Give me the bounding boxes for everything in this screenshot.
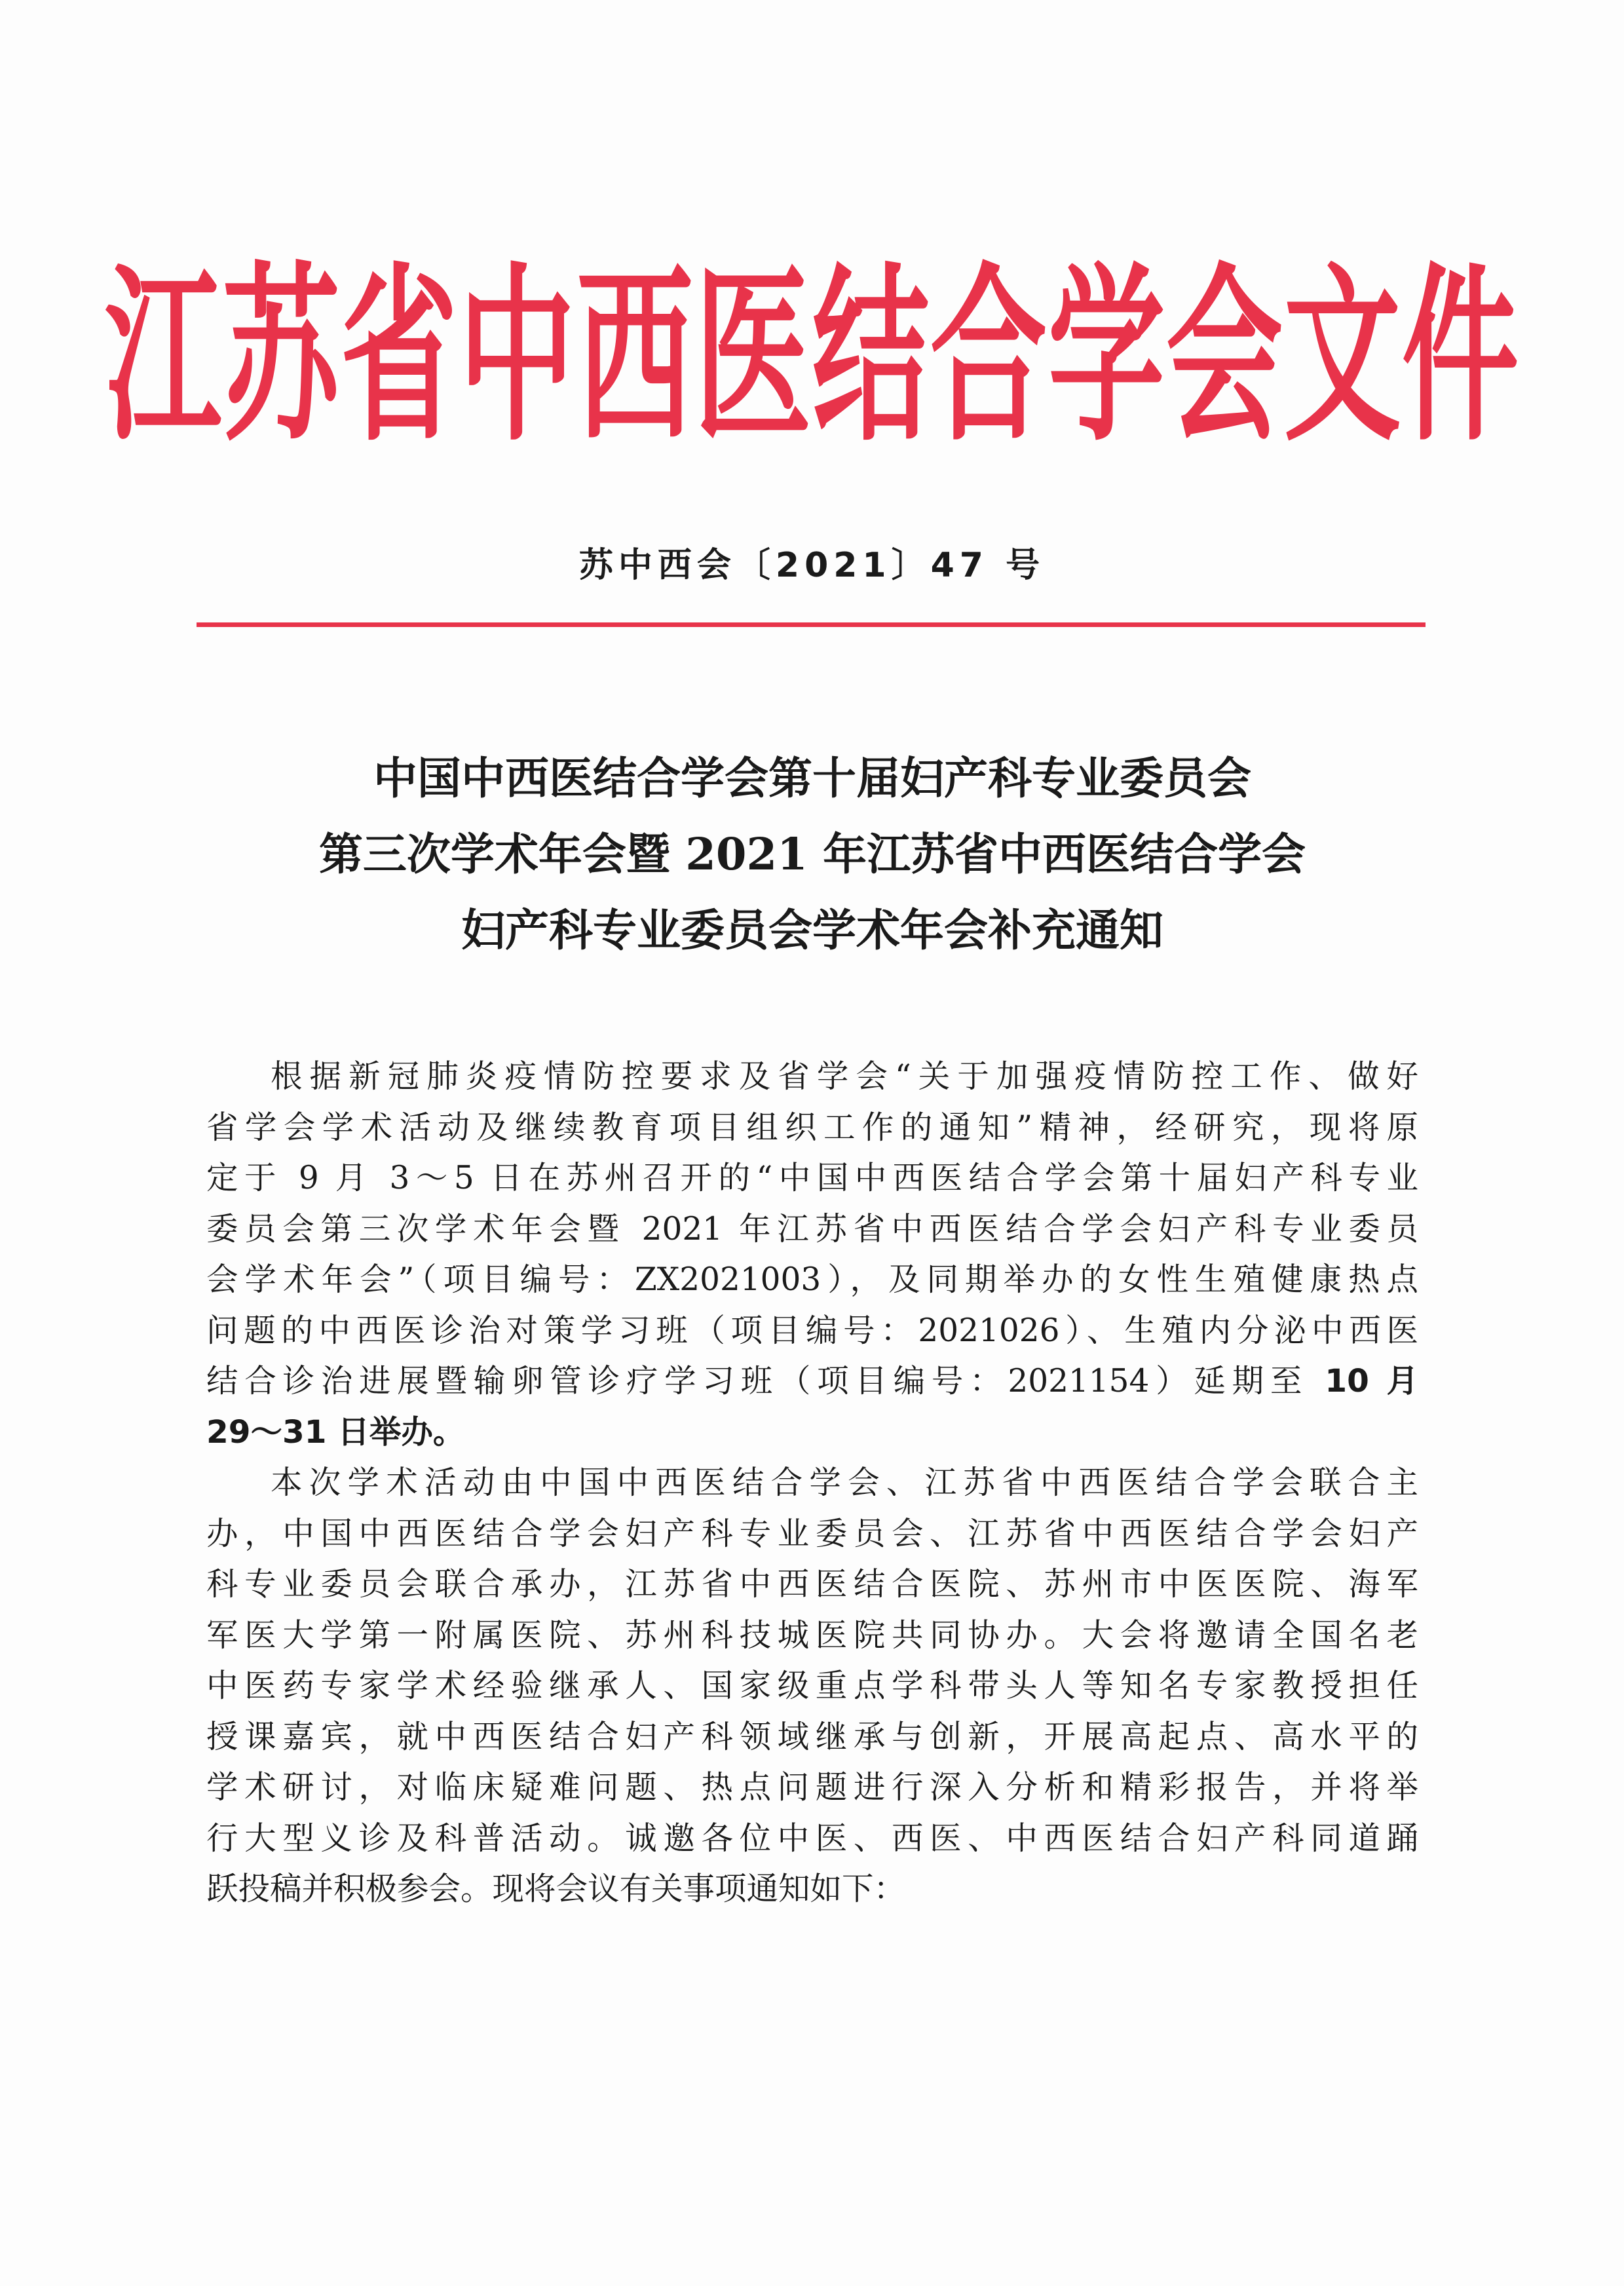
paragraph-2-line: 跃投稿并积极参会。现将会议有关事项通知如下： <box>206 1871 906 1907</box>
red-divider-line <box>197 622 1426 627</box>
postponed-date-start: 10 月 <box>1325 1363 1418 1400</box>
paragraph-2-line: 办，中国中西医结合学会妇产科专业委员会、江苏省中西医结合学会妇产 <box>206 1515 1418 1552</box>
notice-title <box>197 740 1428 968</box>
paragraph-1-line: 问题的中西医诊治对策学习班（项目编号：2021026）、生殖内分泌中西医 <box>206 1312 1418 1349</box>
notice-body <box>206 1052 1418 1915</box>
masthead-title: 江苏省中西医结合学会文件 <box>105 246 1520 467</box>
masthead <box>105 246 1520 467</box>
paragraph-1-line: 会学术年会”（项目编号：ZX2021003），及同期举办的女性生殖健康热点 <box>206 1261 1418 1298</box>
paragraph-1-line: 根据新冠肺炎疫情防控要求及省学会“关于加强疫情防控工作、做好 <box>271 1058 1418 1095</box>
paragraph-2-line: 授课嘉宾，就中西医结合妇产科领域继承与创新，开展高起点、高水平的 <box>206 1718 1418 1755</box>
paragraph-1-line: 省学会学术活动及继续教育项目组织工作的通知”精神，经研究，现将原 <box>206 1109 1418 1146</box>
paragraph-1-line: 定于 9 月 3～5 日在苏州召开的“中国中西医结合学会第十届妇产科专业 <box>206 1160 1418 1196</box>
postponed-date-end: 29～31 日举办。 <box>206 1413 465 1451</box>
paragraph-2-line: 军医大学第一附属医院、苏州科技城医院共同协办。大会将邀请全国名老 <box>206 1616 1418 1654</box>
paragraph-2-line: 中医药专家学术经验继承人、国家级重点学科带头人等知名专家教授担任 <box>206 1667 1418 1704</box>
paragraph-2-line: 科专业委员会联合承办，江苏省中西医结合医院、苏州市中医医院、海军 <box>206 1566 1418 1603</box>
title-line-3: 妇产科专业委员会学术年会补充通知 <box>461 904 1163 956</box>
title-line-2: 第三次学术年会暨 2021 年江苏省中西医结合学会 <box>318 828 1306 880</box>
paragraph-2-line: 学术研讨，对临床疑难问题、热点问题进行深入分析和精彩报告，并将举 <box>206 1769 1418 1806</box>
title-line-1: 中国中西医结合学会第十届妇产科专业委员会 <box>373 752 1251 804</box>
paragraph-1-line-with-date <box>206 1356 1418 1407</box>
document-number: 苏中西会〔2021〕47 号 <box>578 546 1046 585</box>
paragraph-1-line: 委员会第三次学术年会暨 2021 年江苏省中西医结合学会妇产科专业委员 <box>206 1210 1418 1248</box>
paragraph-1-line-text: 结合诊治进展暨输卵管诊疗学习班（项目编号：2021154）延期至 <box>206 1363 1309 1400</box>
paragraph-2-line: 本次学术活动由中国中西医结合学会、江苏省中西医结合学会联合主 <box>271 1464 1418 1501</box>
paragraph-2-line: 行大型义诊及科普活动。诚邀各位中医、西医、中西医结合妇产科同道踊 <box>206 1819 1418 1857</box>
